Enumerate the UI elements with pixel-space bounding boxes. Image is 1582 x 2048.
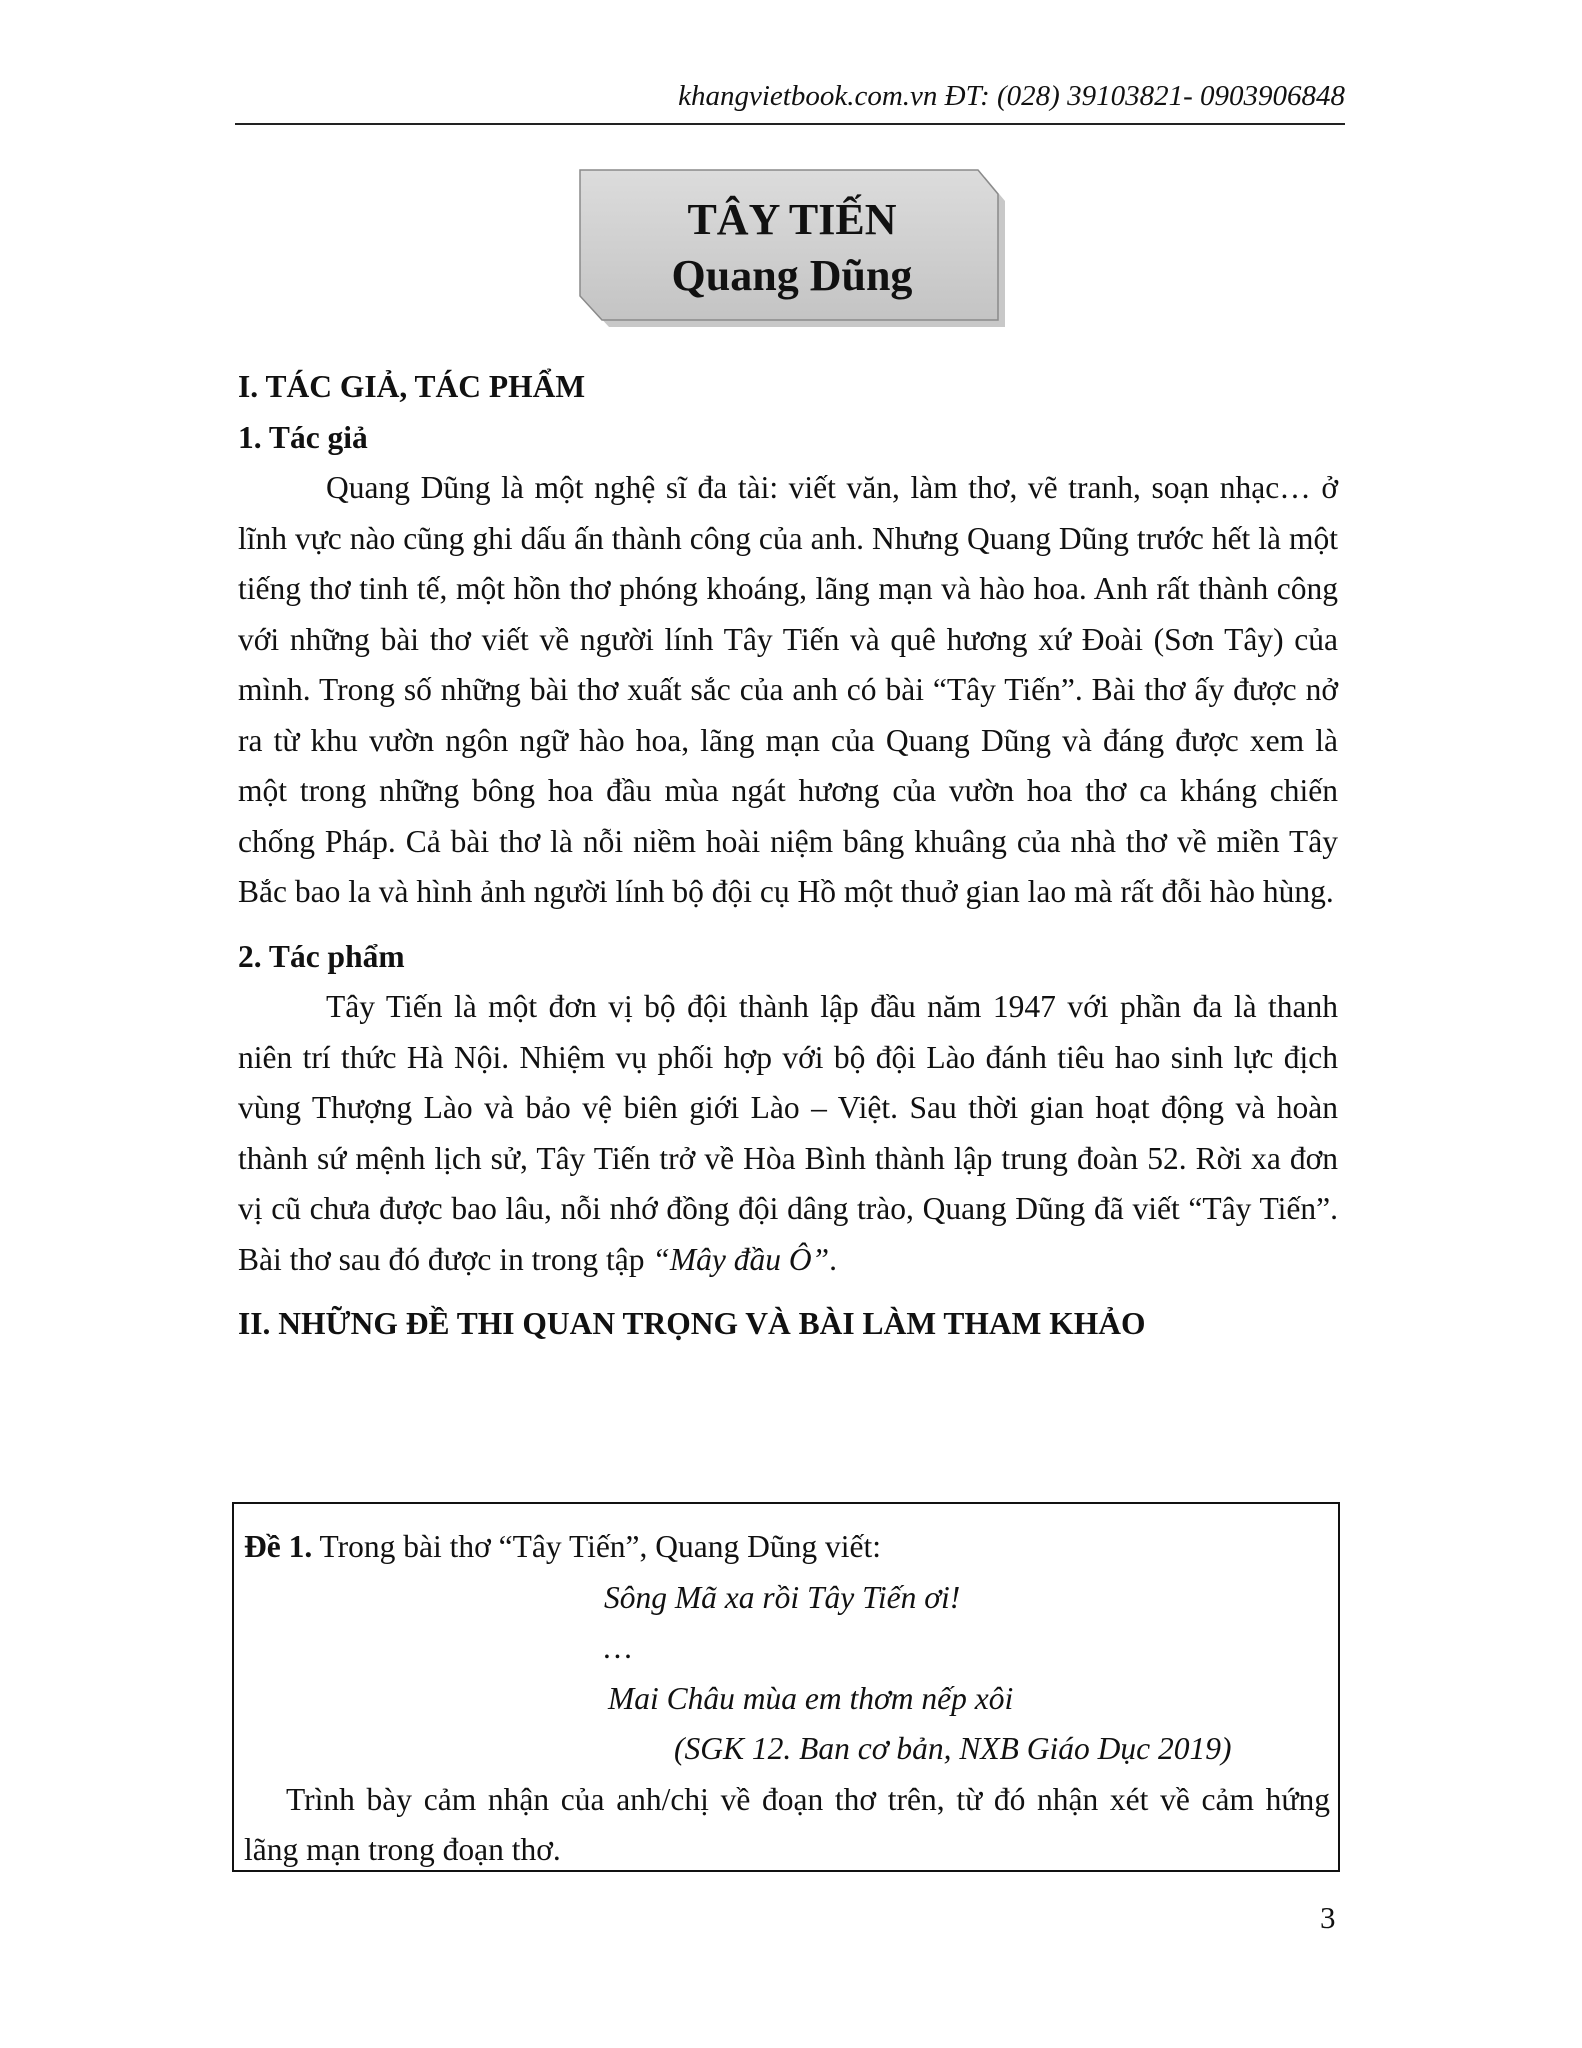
main-content	[238, 362, 1338, 1350]
exam-task: Trình bày cảm nhận của anh/chị về đoạn thơ trên, từ đó nhận xét về cảm hứng lãng mạn trong đoạn thơ.	[244, 1781, 1330, 1867]
poem-line-1: Sông Mã xa rồi Tây Tiến ơi!	[604, 1579, 961, 1615]
section-heading-2: II. NHỮNG ĐỀ THI QUAN TRỌNG VÀ BÀI LÀM THAM KHẢO	[238, 1306, 1146, 1341]
title-author: Quang Dũng	[671, 251, 913, 300]
work-end: .	[829, 1241, 837, 1277]
exam-label: Đề 1.	[244, 1529, 313, 1564]
exam-intro	[244, 1522, 1330, 1573]
title-banner	[578, 168, 1006, 328]
exam-intro-text: Trong bài thơ “Tây Tiến”, Quang Dũng viết:	[312, 1529, 882, 1564]
author-paragraph: Quang Dũng là một nghệ sĩ đa tài: viết văn, làm thơ, vẽ tranh, soạn nhạc… ở lĩnh vực nào cũng ghi dấu ấn thành công của anh. Nhưng Quang Dũng trước hết là một tiếng thơ tinh tế, một hồn thơ phóng khoáng, lãng mạn và hào hoa. Anh rất thành công với những bài thơ viết về người lính Tây Tiến và quê hương xứ Đoài (Sơn Tây) của mình. Trong số những bài thơ xuất sắc của anh có bài “Tây Tiến”. Bài thơ ấy được nở ra từ khu vườn ngôn ngữ hào hoa, lãng mạn của Quang Dũng và đáng được xem là một trong những bông hoa đầu mùa ngát hương của vườn hoa thơ ca kháng chiến chống Pháp. Cả bài thơ là nỗi niềm hoài niệm bâng khuâng của nhà thơ về miền Tây Bắc bao la và hình ảnh người lính bộ đội cụ Hồ một thuở gian lao mà rất đỗi hào hùng.	[238, 470, 1338, 909]
section-heading-1: I. TÁC GIẢ, TÁC PHẨM	[238, 369, 586, 404]
subheading-work: 2. Tác phẩm	[238, 938, 405, 974]
exam-box	[232, 1502, 1340, 1872]
poem-line-2: Mai Châu mùa em thơm nếp xôi	[608, 1680, 1014, 1716]
work-paragraph	[238, 982, 1338, 1285]
subheading-author: 1. Tác giả	[238, 419, 368, 455]
poem-ellipsis: …	[604, 1630, 633, 1665]
page-number: 3	[1320, 1900, 1336, 1935]
title-main: TÂY TIẾN	[687, 195, 897, 244]
poem-source: (SGK 12. Ban cơ bản, NXB Giáo Dục 2019)	[674, 1731, 1232, 1766]
work-text: Tây Tiến là một đơn vị bộ đội thành lập đầu năm 1947 với phần đa là thanh niên trí thức Hà Nội. Nhiệm vụ phối hợp với bộ đội Lào đánh tiêu hao sinh lực địch vùng Thượng Lào và bảo vệ biên giới Lào – Việt. Sau thời gian hoạt động và hoàn thành sứ mệnh lịch sử, Tây Tiến trở về Hòa Bình thành lập trung đoàn 52. Rời xa đơn vị cũ chưa được bao lâu, nỗi nhớ đồng đội dâng trào, Quang Dũng đã viết “Tây Tiến”. Bài thơ sau đó được in trong tập	[238, 989, 1338, 1277]
page-header: khangvietbook.com.vn ĐT: (028) 39103821- 0903906848	[235, 80, 1345, 125]
book-title: “Mây đầu Ô”	[652, 1241, 830, 1277]
